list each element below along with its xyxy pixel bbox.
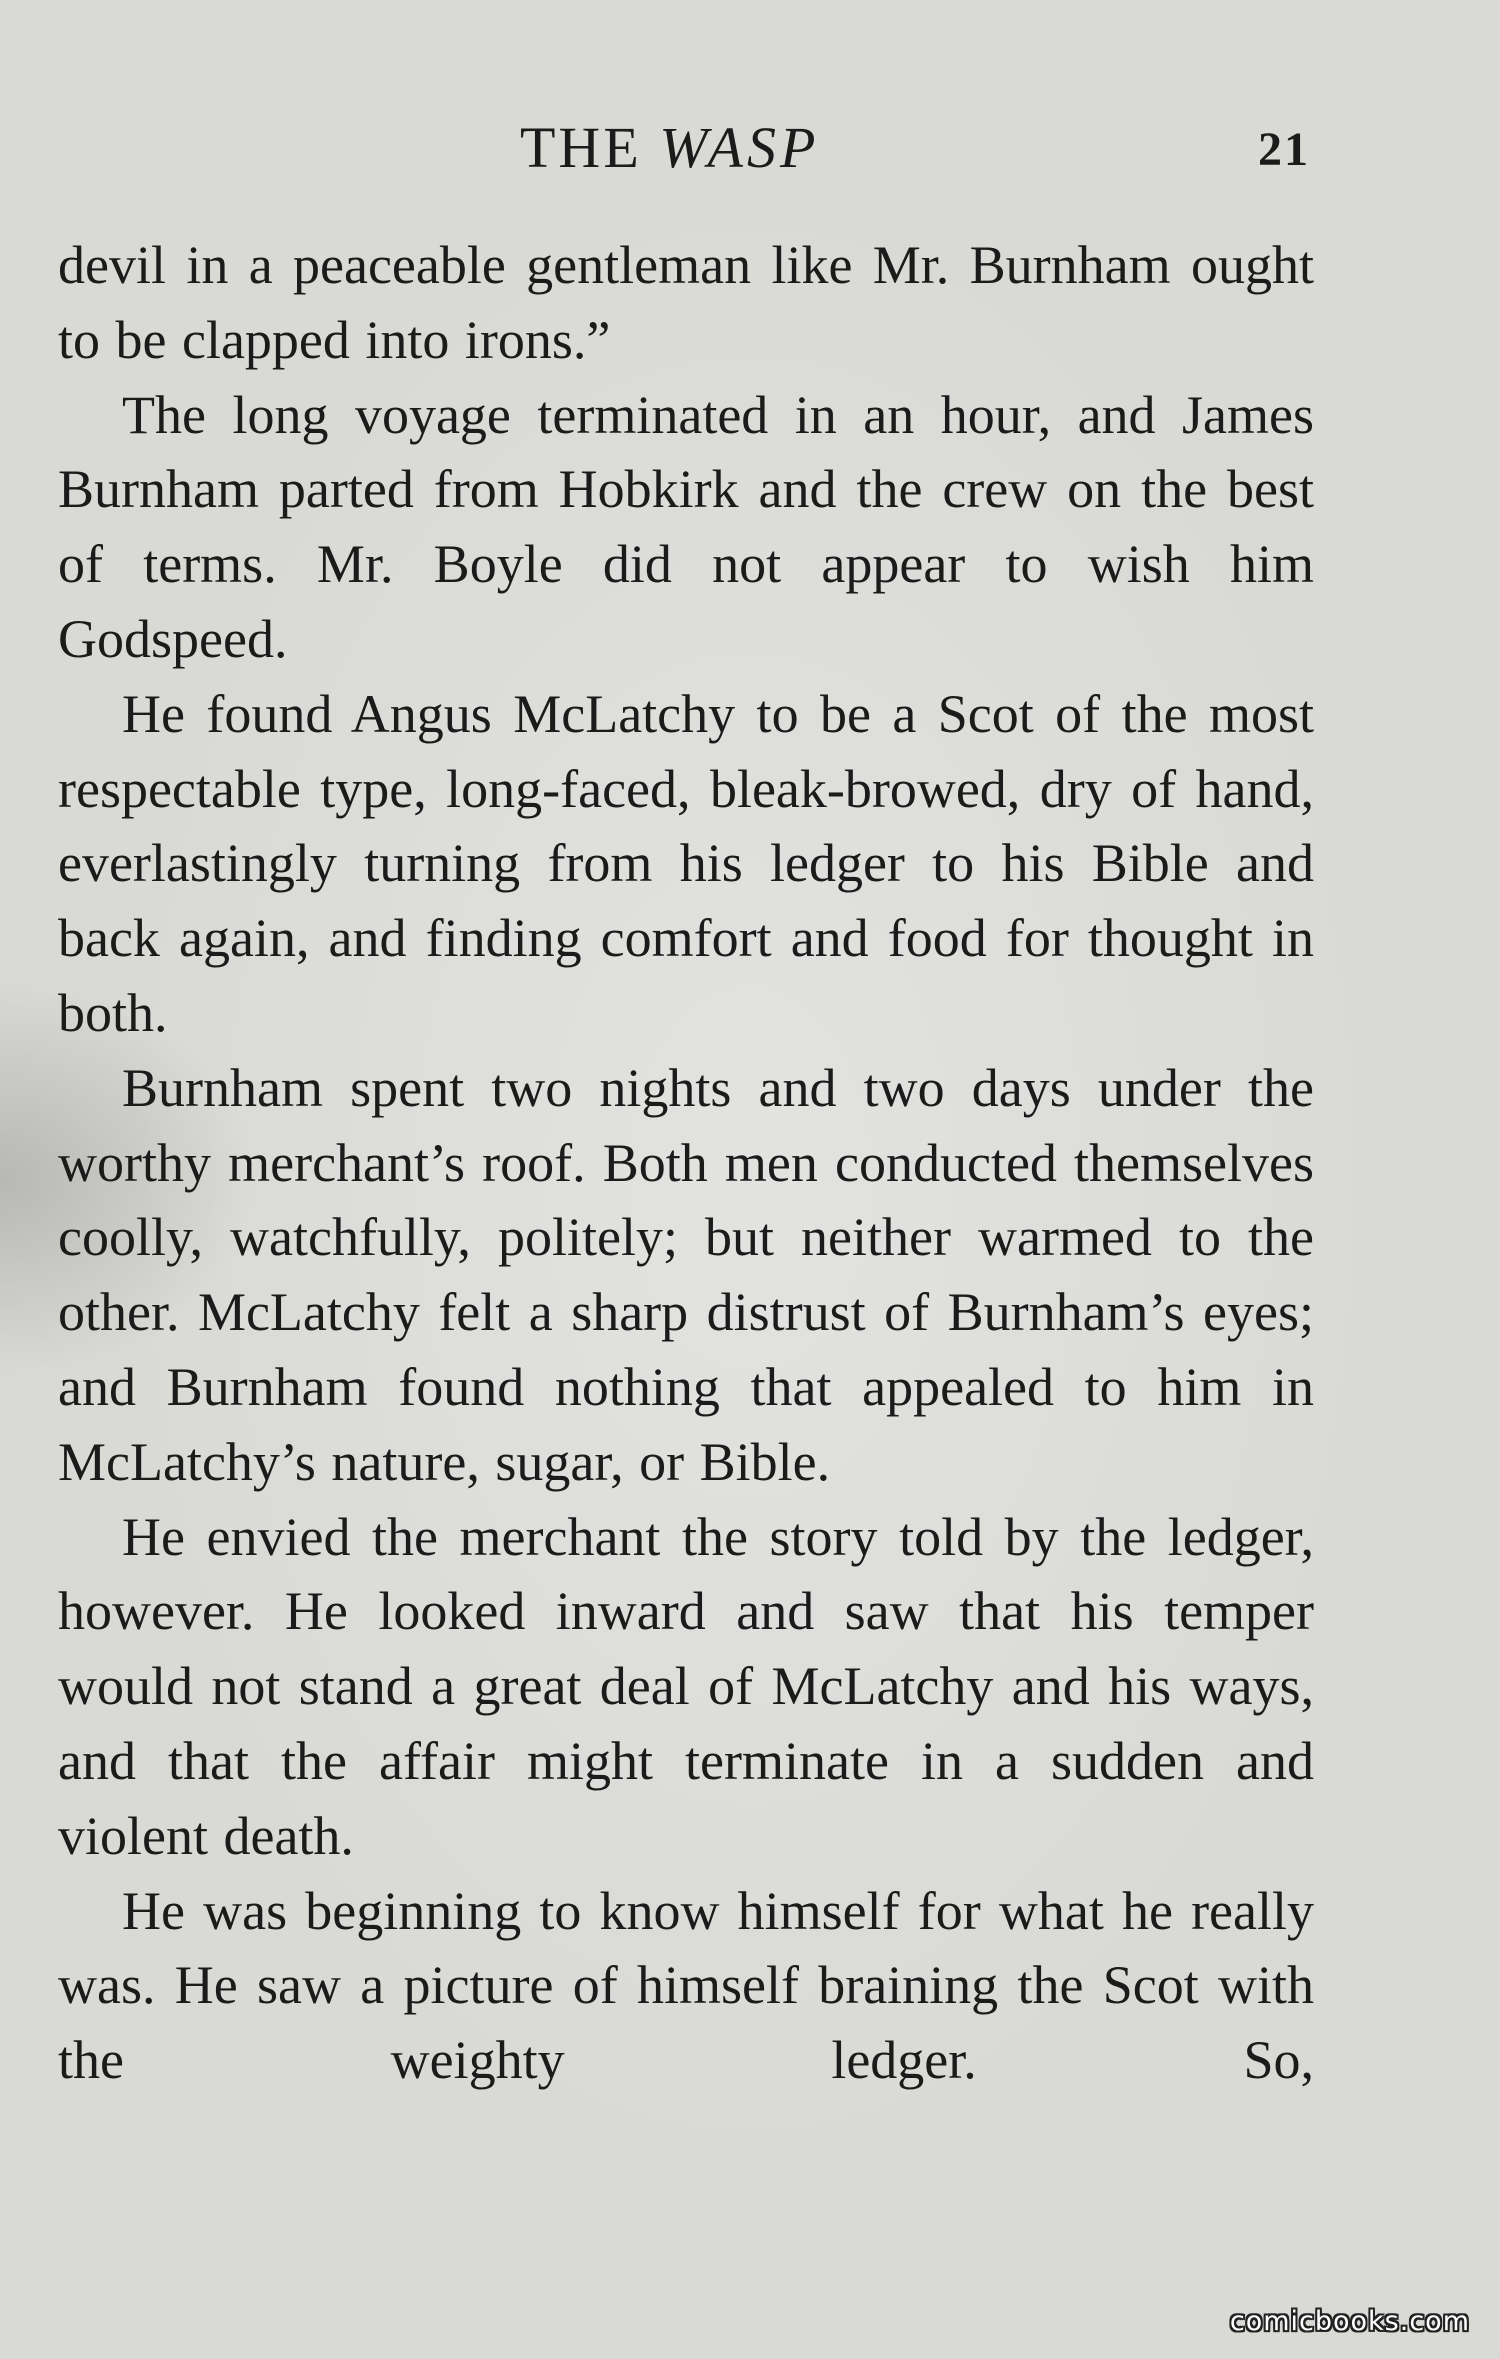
running-title-prefix: THE <box>520 115 660 180</box>
paragraph-6: He was beginning to know himself for what he really was. He saw a picture of himself braining the Scot with the weighty ledger. So, <box>58 1880 1314 2091</box>
running-title-italic: WASP <box>659 115 820 180</box>
paragraph-2: The long voyage terminated in an hour, and James Burnham parted from Hobkirk and the crew on the best of terms. Mr. Boyle did not appear to wish him Godspeed. <box>58 384 1314 669</box>
paragraph-3: He found Angus McLatchy to be a Scot of the most respectable type, long-faced, bleak-browed, dry of hand, everlastingly turning from his ledger to his Bible and back again, and finding comfort and food for thought in both. <box>58 683 1314 1043</box>
running-title <box>520 108 819 188</box>
watermark: comicbooks.com <box>1229 2306 1470 2337</box>
page-number: 21 <box>1258 123 1310 176</box>
paragraph-5: He envied the merchant the story told by the ledger, however. He looked inward and saw that his temper would not stand a great deal of McLatchy and his ways, and that the affair might terminate in a sudden and violent death. <box>58 1506 1314 1866</box>
running-head <box>0 108 1500 188</box>
paragraph-4: Burnham spent two nights and two days under the worthy merchant’s roof. Both men conducted themselves coolly, watchfully, politely; but neither warmed to the other. McLatchy felt a sharp distrust of Burnham’s eyes; and Burnham found nothing that appealed to him in McLatchy’s nature, sugar, or Bible. <box>58 1057 1314 1492</box>
body-text <box>58 228 1314 2098</box>
paragraph-1: devil in a peaceable gentleman like Mr. Burnham ought to be clapped into irons.” <box>58 235 1314 370</box>
